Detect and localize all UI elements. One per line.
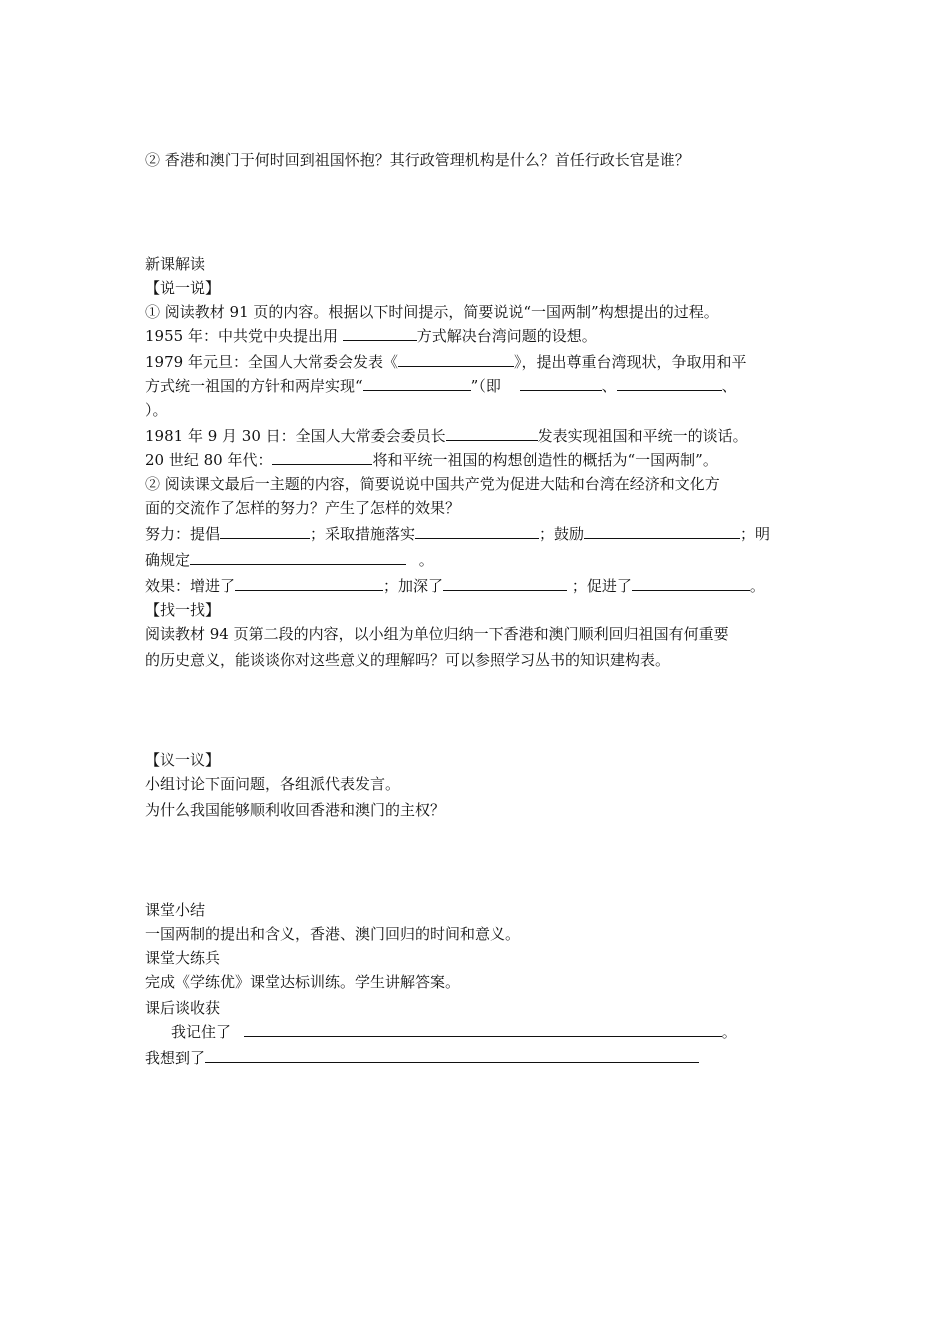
blank-effect-1[interactable] — [235, 574, 383, 591]
yi-text-1: 小组讨论下面问题，各组派代表发言。 — [145, 775, 401, 793]
blank-effect-2[interactable] — [443, 574, 567, 591]
blank-effort-2[interactable] — [415, 522, 539, 539]
blank-effort-4[interactable] — [190, 548, 406, 565]
effort-line: 努力：提倡 ；采取措施落实 ；鼓励 ；明 — [145, 522, 770, 546]
blank-1979-item-1[interactable] — [520, 374, 602, 391]
summary-heading: 课堂小结 — [145, 901, 206, 919]
blank-effect-3[interactable] — [632, 574, 750, 591]
zhao-text-b: 的历史意义，能谈谈你对这些意义的理解吗？可以参照学习丛书的知识建构表。 — [145, 651, 671, 669]
blank-thought[interactable] — [205, 1046, 699, 1063]
line-1979-cont: 方式统一祖国的方针和两岸实现“ ”（即 、 、 — [145, 374, 737, 398]
shuo-question-2-a: ② 阅读课文最后一主题的内容，简要说说中国共产党为促进大陆和台湾在经济和文化方 — [145, 475, 720, 493]
blank-1981[interactable] — [446, 424, 538, 441]
blank-effort-3[interactable] — [584, 522, 740, 539]
blank-1979-document[interactable] — [398, 350, 514, 367]
zhao-title: 【找一找】 — [145, 601, 221, 619]
practice-text: 完成《学练优》课堂达标训练。学生讲解答案。 — [145, 973, 461, 991]
blank-remember[interactable] — [244, 1020, 722, 1037]
line-1979: 1979 年元旦：全国人大常委会发表《 》，提出尊重台湾现状，争取用和平 — [145, 350, 746, 374]
line-1955: 1955 年：中共党中央提出用 方式解决台湾问题的设想。 — [145, 324, 597, 348]
blank-1980s[interactable] — [272, 448, 372, 465]
yi-text-2: 为什么我国能够顺利收回香港和澳门的主权？ — [145, 801, 446, 819]
harvest-heading: 课后谈收获 — [145, 999, 221, 1017]
practice-heading: 课堂大练兵 — [145, 949, 221, 967]
blank-effort-1[interactable] — [220, 522, 310, 539]
effect-line: 效果：增进了 ；加深了 ；促进了 。 — [145, 574, 765, 598]
blank-1979-item-2[interactable] — [617, 374, 722, 391]
yi-title: 【议一议】 — [145, 751, 221, 769]
remember-line: 我记住了 。 — [171, 1020, 737, 1044]
zhao-text-a: 阅读教材 94 页第二段的内容，以小组为单位归纳一下香港和澳门顺利回归祖国有何重要 — [145, 625, 729, 643]
shuo-question-1: ① 阅读教材 91 页的内容。根据以下时间提示，简要说说“一国两制”构想提出的过程。 — [145, 303, 719, 321]
new-lesson-heading: 新课解读 — [145, 255, 206, 273]
summary-text: 一国两制的提出和含义，香港、澳门回归的时间和意义。 — [145, 925, 521, 943]
shuo-question-2-b: 面的交流作了怎样的努力？产生了怎样的效果？ — [145, 499, 461, 517]
blank-1955[interactable] — [343, 324, 417, 341]
line-1980s: 20 世纪 80 年代： 将和平统一祖国的构想创造性的概括为“一国两制”。 — [145, 448, 718, 472]
blank-1979-tongxin[interactable] — [363, 374, 471, 391]
line-1981: 1981 年 9 月 30 日：全国人大常委会委员长 发表实现祖国和平统一的谈话。 — [145, 424, 748, 448]
line-1979-close: ）。 — [145, 401, 168, 419]
shuo-title: 【说一说】 — [145, 279, 221, 297]
effort-line-2: 确规定 。 — [145, 548, 434, 572]
thought-line: 我想到了 — [145, 1046, 699, 1070]
intro-question: ② 香港和澳门于何时回到祖国怀抱？其行政管理机构是什么？首任行政长官是谁？ — [145, 151, 690, 169]
